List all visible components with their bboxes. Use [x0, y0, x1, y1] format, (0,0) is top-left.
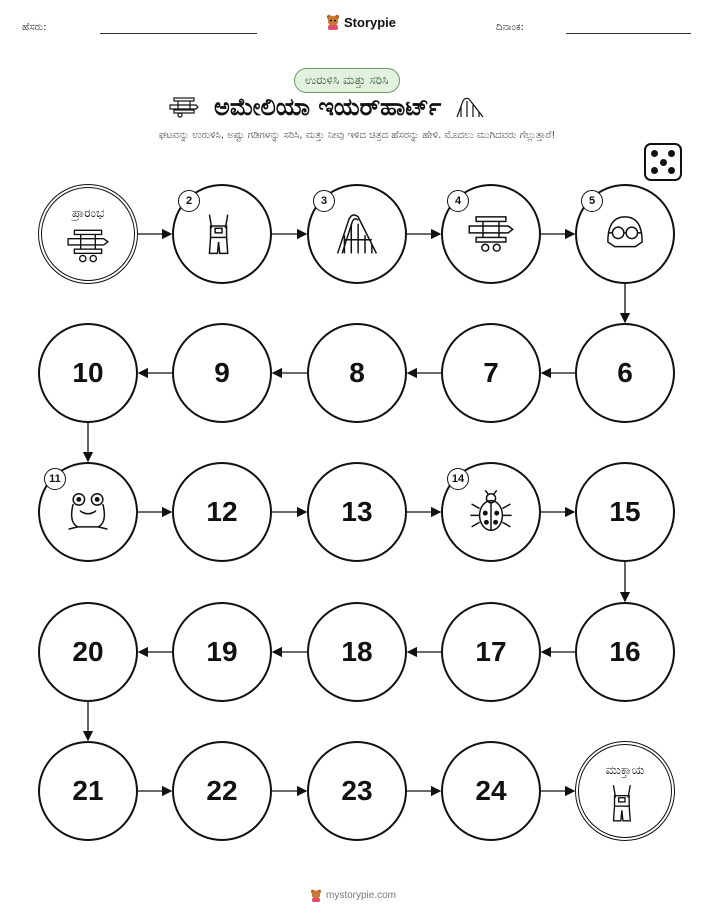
title-text: ಅಮೇಲಿಯಾ ಇಯರ್‌ಹಾರ್ಟ್ [214, 93, 442, 121]
board-space-8 [307, 323, 407, 423]
board-space-19 [172, 602, 272, 702]
space-number: 8 [349, 357, 365, 388]
airplane-icon [467, 210, 515, 258]
brand-logo [326, 14, 396, 30]
board-space-2 [172, 184, 272, 284]
start-space [38, 184, 138, 284]
space-number-badge: 14 [447, 468, 469, 490]
space-number: 18 [341, 636, 373, 667]
finish-space [575, 741, 675, 841]
board-space-22 [172, 741, 272, 841]
board-space-10 [38, 323, 138, 423]
space-number: 21 [72, 775, 104, 806]
space-number-badge: 4 [447, 190, 469, 212]
name-line [100, 33, 257, 34]
board-space-15 [575, 462, 675, 562]
page-title [168, 93, 485, 121]
board-space-9 [172, 323, 272, 423]
space-number-badge: 11 [44, 468, 66, 490]
space-number: 12 [206, 496, 238, 527]
space-number: 22 [206, 775, 238, 806]
space-number-badge: 5 [581, 190, 603, 212]
beetle-icon [467, 488, 515, 536]
space-number: 16 [609, 636, 641, 667]
bear-icon [326, 14, 340, 30]
board-space-11 [38, 462, 138, 562]
board-space-24 [441, 741, 541, 841]
space-number: 24 [475, 775, 507, 806]
roller-coaster-icon [455, 95, 485, 119]
airplane-icon [168, 96, 200, 118]
name-label: ಹೆಸರು: [22, 22, 47, 33]
board-space-18 [307, 602, 407, 702]
board-space-3 [307, 184, 407, 284]
space-number: 20 [72, 636, 104, 667]
board-space-21 [38, 741, 138, 841]
board-space-16 [575, 602, 675, 702]
instructions: ಘಟವನ್ನು ಉರುಳಿಸಿ, ಅಷ್ಟು ಗಡಿಗಳನ್ನು ಸರಿಸಿ, ಮತ್ತು ನೀವು ಇಳಿದ ಚಿತ್ರದ ಹೆಸರನ್ನು ಹೇಳಿ. ಮೊದಲು ಮುಗಿದವರು ಗೆಲ್ಲುತ್ತಾರೆ! [158, 130, 556, 141]
space-number: 10 [72, 357, 104, 388]
footer-url: mystorypie.com [326, 890, 397, 901]
board-space-14 [441, 462, 541, 562]
space-number: 17 [475, 636, 507, 667]
airplane-icon [66, 224, 110, 268]
space-number: 13 [341, 496, 373, 527]
board-space-6 [575, 323, 675, 423]
board-space-13 [307, 462, 407, 562]
aviator-helmet-icon [601, 210, 649, 258]
board-space-17 [441, 602, 541, 702]
roller-coaster-icon [333, 210, 381, 258]
board-space-5 [575, 184, 675, 284]
space-number-badge: 2 [178, 190, 200, 212]
overalls-icon [603, 781, 647, 825]
space-number: 15 [609, 496, 641, 527]
board-space-12 [172, 462, 272, 562]
date-line [566, 33, 691, 34]
date-label: ದಿನಾಂಕ: [496, 22, 524, 33]
dice-icon [644, 143, 682, 181]
space-number: 9 [214, 357, 230, 388]
board-space-23 [307, 741, 407, 841]
space-number: 23 [341, 775, 373, 806]
board-space-20 [38, 602, 138, 702]
footer [310, 889, 396, 902]
brand-name: Storypie [344, 14, 397, 30]
finish-label: ಮುಕ್ತಾಯ [605, 763, 645, 777]
space-number-badge: 3 [313, 190, 335, 212]
space-number: 19 [206, 636, 238, 667]
space-number: 6 [617, 357, 633, 388]
overalls-icon [198, 210, 246, 258]
space-number: 7 [483, 357, 499, 388]
board-space-4 [441, 184, 541, 284]
activity-badge: ಉರುಳಿಸಿ ಮತ್ತು ಸರಿಸಿ [294, 68, 400, 93]
board-space-7 [441, 323, 541, 423]
bear-icon [310, 889, 322, 902]
start-label: ಪ್ರಾರಂಭ [71, 206, 105, 220]
frog-icon [64, 488, 112, 536]
